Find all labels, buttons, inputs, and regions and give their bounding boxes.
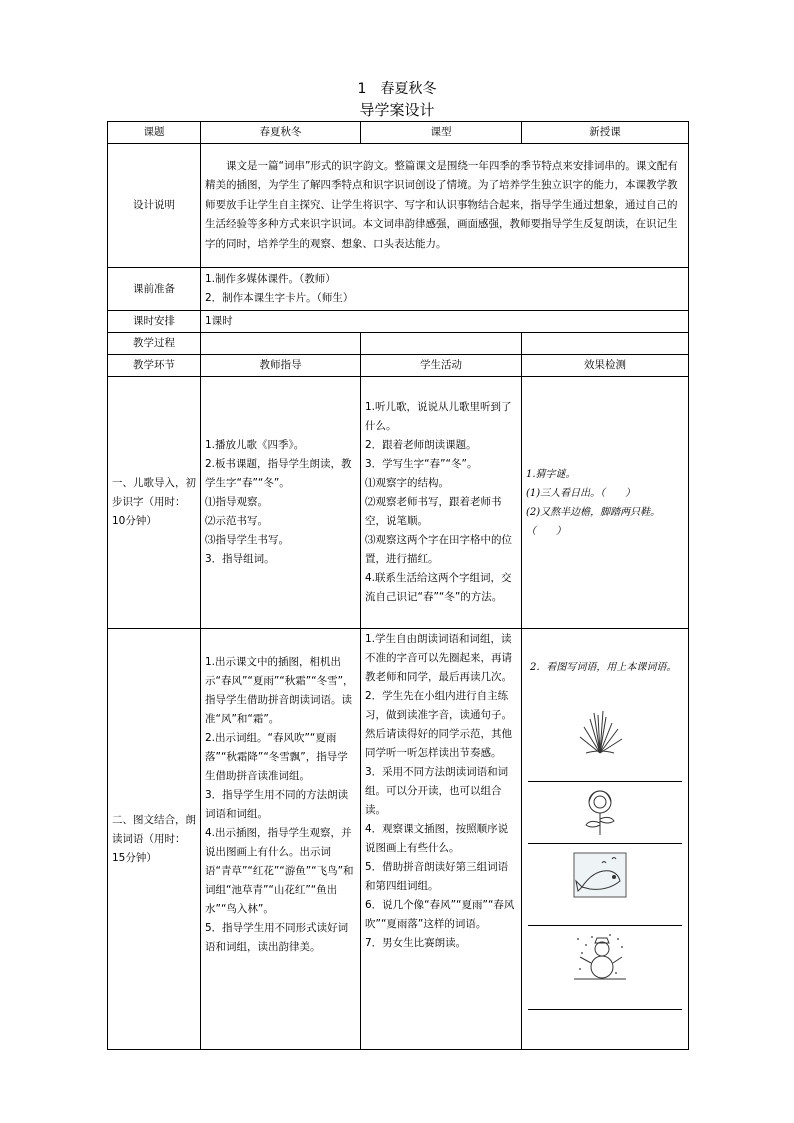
topic-value: 春夏秋冬 (201, 122, 361, 144)
student-step: 7．男女生比赛朗读。 (365, 937, 467, 949)
section2-row (108, 629, 689, 1050)
lesson-title: 1 春夏秋冬 (357, 81, 437, 97)
prep-line-1: 1.制作多媒体课件。（教师） (205, 273, 336, 285)
design-label: 设计说明 (108, 144, 201, 268)
check-item: (1)三人看日出。（ ） (526, 487, 636, 499)
teacher-step: 2.板书课题，指导学生朗读，教学生字“春”“冬”。 (205, 458, 352, 489)
section1-check (522, 377, 689, 629)
schedule-label: 课时安排 (108, 311, 201, 333)
type-label: 课型 (361, 122, 522, 144)
student-step: 1.学生自由朗读词语和词组，读不准的字音可以先圈起来，再请教老师和同学，最后再读几次。 (365, 633, 512, 683)
teacher-step: 1.播放儿歌《四季》。 (205, 439, 305, 451)
student-step: 3．学写生字“春”“冬”。 (365, 458, 478, 470)
section1-student (361, 377, 522, 629)
section2-phase: 二、图文结合，朗读词语（用时：15分钟） (108, 629, 201, 1050)
teacher-step: 2.出示词组。“春风吹”“夏雨落”“秋霜降”“冬雪飘”，指导学生借助拼音读准词组。 (205, 732, 348, 782)
teacher-step: 3．指导学生用不同的方法朗读词语和词组。 (205, 789, 349, 820)
prep-line-2: 2．制作本课生字卡片。（师生） (205, 292, 354, 304)
answer-line (528, 843, 682, 844)
topic-label: 课题 (108, 122, 201, 144)
section1-row (108, 377, 689, 629)
check-item: (2)又熬半边檐，脚踏两只鞋。（ ） (526, 506, 661, 537)
teacher-step: 4.出示插图，指导学生观察，并说出图画上有什么。出示词语“青草”“红花”“游鱼”“飞鸟”和词组“池草青”“山花红”“鱼出水”“鸟入林”。 (205, 827, 354, 915)
col-phase: 教学环节 (108, 355, 201, 377)
design-row (108, 144, 689, 268)
section1-teacher (201, 377, 361, 629)
section2-teacher (201, 629, 361, 1050)
header-row (108, 122, 689, 144)
student-step: 2．跟着老师朗读课题。 (365, 439, 477, 451)
prep-label: 课前准备 (108, 268, 201, 311)
fish-icon (572, 851, 628, 899)
student-step: ⑶观察这两个字在田字格中的位置，进行描红。 (365, 534, 512, 565)
process-row (108, 333, 689, 355)
teacher-step: ⑶指导学生书写。 (205, 534, 289, 546)
section1-phase: 一、儿歌导入，初步识字（用时：10分钟） (108, 377, 201, 629)
teacher-step: 1.出示课文中的插图，相机出示“春风”“夏雨”“秋霜”“冬雪”，指导学生借助拼音朗读词语。读准“风”和“霜”。 (205, 656, 354, 725)
picture-exercise (522, 629, 688, 1049)
student-step: 4．观察课文插图，按照顺序说说图画上有些什么。 (365, 823, 509, 854)
teacher-step: ⑵示范书写。 (205, 515, 268, 527)
type-value: 新授课 (522, 122, 689, 144)
teacher-step: ⑴指导观察。 (205, 496, 268, 508)
flower-icon (572, 789, 628, 837)
student-step: ⑴观察字的结构。 (365, 477, 449, 489)
column-header-row (108, 355, 689, 377)
answer-line (528, 925, 682, 926)
student-step: 3．采用不同方法朗读词语和词组。可以分开读，也可以组合读。 (365, 766, 509, 816)
section2-check-instruction: 2．看图写词语，用上本课词语。 (530, 662, 677, 673)
design-text: 课文是一篇“词串”形式的识字韵文。整篇课文是围绕一年四季的季节特点来安排词串的。课文配有精美的插图，为学生了解四季特点和识字识词创设了情境。为了培养学生独立识字的能力，本课教学教师要放手让学生自主探究、让学生将识字、写字和认识事物结合起来，指导学生通过想象，通过自己的生活经验等多种方式来识字识词。本文词串韵律感强，画面感强，教师要指导学生反复朗读，在识记生字的同时，培养学生的观察、想象、口头表达能力。 (201, 144, 689, 268)
answer-line (528, 1009, 682, 1010)
col-check: 效果检测 (522, 355, 689, 377)
col-teacher: 教师指导 (201, 355, 361, 377)
answer-line (528, 781, 682, 782)
section2-student (361, 629, 522, 1050)
teacher-step: 5．指导学生用不同形式读好词语和词组，读出韵律美。 (205, 922, 349, 953)
check-item: 1.猜字谜。 (526, 468, 576, 480)
student-step: ⑵观察老师书写，跟着老师书空，说笔顺。 (365, 496, 502, 527)
lesson-plan-table (107, 121, 689, 1050)
student-step: 5．借助拼音朗读好第三组词语和第四组词组。 (365, 861, 509, 892)
prep-row (108, 268, 689, 311)
schedule-value: 1课时 (201, 311, 689, 333)
student-step: 1.听儿歌，说说从儿歌里听到了什么。 (365, 401, 512, 432)
process-label: 教学过程 (108, 333, 201, 355)
student-step: 6．说几个像“春风”“夏雨”“春风吹”“夏雨落”这样的词语。 (365, 899, 515, 930)
grass-icon (572, 709, 628, 757)
student-step: 2．学生先在小组内进行自主练习，做到读准字音，读通句子。然后请读得好的同学示范，其他同学听一听怎样读出节奏感。 (365, 690, 512, 759)
section2-check (522, 629, 689, 1050)
teacher-step: 3．指导组词。 (205, 553, 275, 565)
col-student: 学生活动 (361, 355, 522, 377)
snowman-icon (572, 933, 628, 981)
lesson-subtitle: 导学案设计 (359, 101, 435, 119)
schedule-row (108, 311, 689, 333)
prep-content (201, 268, 689, 311)
student-step: 4.联系生活给这两个字组词，交流自己识记“春”“冬”的方法。 (365, 572, 512, 603)
